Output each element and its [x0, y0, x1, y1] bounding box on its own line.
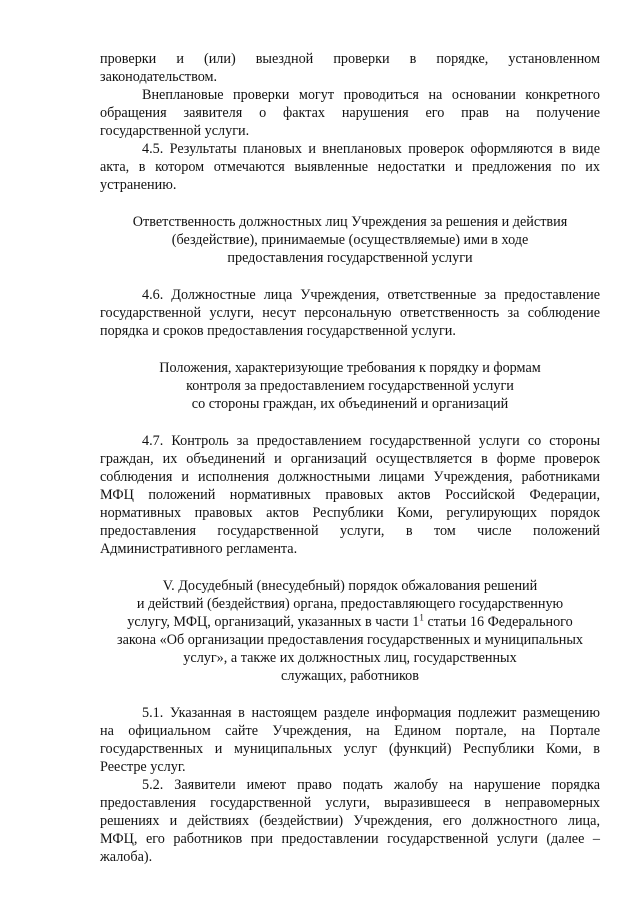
paragraph-5-1: 5.1. Указанная в настоящем разделе информация подлежит размещению на официальном сайте Учреждения, на Едином портале, на Портале государственных и муниципальных услуг (функций) Республики Коми, в Реестре услуг.	[100, 705, 600, 775]
paragraph-5-2: 5.2. Заявители имеют право подать жалобу на нарушение порядка предоставления государственной услуги, выразившееся в неправомерных решениях и действиях (бездействии) Учреждения, его должностного лица, МФЦ, его работников при предоставлении государственной услуги (далее – жалоба).	[100, 777, 600, 865]
paragraph-4-5: 4.5. Результаты плановых и внеплановых проверок оформляются в виде акта, в котором отмечаются выявленные недостатки и предложения по их устранению.	[100, 141, 600, 193]
paragraph-unplanned-inspections: Внеплановые проверки могут проводиться на основании конкретного обращения заявителя о фактах нарушения его прав на получение государственной услуги.	[100, 87, 600, 139]
superscript-part-number: 1	[419, 612, 424, 623]
paragraph-4-6: 4.6. Должностные лица Учреждения, ответственные за предоставление государственной услуги, несут персональную ответственность за соблюдение порядка и сроков предоставления государственной услуги.	[100, 287, 600, 339]
section-v-heading: V. Досудебный (внесудебный) порядок обжалования решений и действий (бездействия) органа, предоставляющего государственную услугу, МФЦ, организаций, указанных в части $1^1$ статьи 16 Федерального закона «Об организации предоставления государственных и муниципальных услуг», а также их должностных лиц, государственных служащих, работников	[117, 578, 583, 684]
document-body	[100, 50, 600, 866]
heading-responsibility: Ответственность должностных лиц Учреждения за решения и действия (бездействие), принимаемые (осуществляемые) ими в ходе предоставления государственной услуги	[132, 214, 568, 266]
paragraph-4-7: 4.7. Контроль за предоставлением государственной услуги со стороны граждан, их объединений и организаций осуществляется в форме проверок соблюдения и исполнения должностными лицами Учреждения, работниками МФЦ положений нормативных правовых актов Российской Федерации, нормативных правовых актов Республики Коми, регулирующих порядок предоставления государственной услуги, в том числе положений Административного регламента.	[100, 433, 600, 557]
heading-provisions: Положения, характеризующие требования к порядку и формам контроля за предоставлением государственной услуги со стороны граждан, их объединений и организаций	[159, 360, 541, 412]
paragraph-continuation: проверки и (или) выездной проверки в порядке, установленном законодательством.	[100, 51, 600, 85]
